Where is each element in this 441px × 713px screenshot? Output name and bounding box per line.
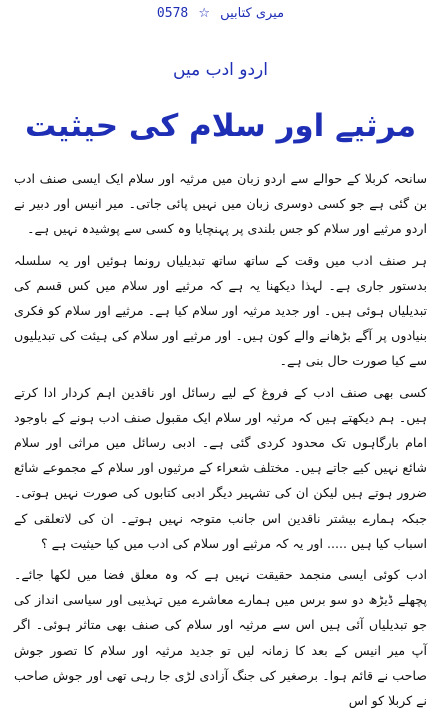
paragraph-3: کسی بھی صنف ادب کے فروغ کے لیے رسائل اور ناقدین اہم کردار ادا کرتے ہیں۔ ہم دیکھتے ہیں کہ مرثیہ اور سلام ایک مقبول صنف ادب ہونے کے باوجود امام بارگاہوں تک محدود کردی گئی ہے۔ ادبی رسائل میں مراثی اور سلام شائع نہیں کیے جاتے ہیں۔ مختلف شعراء کے مرثیوں اور سلام کے مجموعے شائع ضرور ہوتے ہیں لیکن ان کی تشہیر دیگر ادبی کتابوں کی صورت نہیں ہوتی۔ جبکہ ہمارے بیشتر ناقدین اس جانب متوجہ نہیں ہوتے۔ ان کی لاتعلقی کے اسباب کیا ہیں ..... اور یہ کہ مرثیے اور سلام کی ادب میں کیا حیثیت ہے ؟ [14, 384, 427, 551]
article-subtitle: اردو ادب میں [173, 60, 268, 80]
star-icon: ☆ [198, 6, 211, 21]
paragraph-4: ادب کوئی ایسی منجمد حقیقت نہیں ہے کہ وہ معلق فضا میں لکھا جائے۔ پچھلے ڈیڑھ دو سو برس میں ہمارے معاشرے میں تہذیبی اور سیاسی انداز کی جو تبدیلیاں آئی ہیں اس سے مرثیہ اور سلام کی صنف بھی متاثر ہوئی۔ اگر آپ میر انیس کے بعد کا زمانہ لیں تو جدید مرثیہ اور سلام کا تصور جوش صاحب نے قائم ہوا۔ برصغیر کی جنگ آزادی لڑی جا رہی تھی اور جوش صاحب نے کربلا کو اس [14, 567, 427, 709]
book-title: میری کتابیں [220, 6, 285, 21]
article-body [14, 162, 427, 709]
paragraph-2: ہر صنف ادب میں وقت کے ساتھ ساتھ تبدیلیاں رونما ہوئیں اور یہ سلسلہ بدستور جاری ہے۔ لہذا دیکھنا یہ ہے کہ مرثیے اور سلام میں کس قسم کی تبدیلیاں ہوئی ہیں۔ اور جدید مرثیہ اور سلام کیا ہے۔ مرثیے اور سلام کو فکری بنیادوں پر آگے بڑھانے والے کون ہیں۔ اور مرثیے اور سلام کی ہیئت کی تبدیلیوں سے کیا صورت حال بنی ہے۔ [14, 252, 427, 369]
page-number: 0578 [156, 6, 189, 21]
paragraph-1: سانحہ کربلا کے حوالے سے اردو زبان میں مرثیہ اور سلام ایک ایسی صنف ادب بن گئی ہے جو کسی دوسری زبان میں نہیں پائی جاتی۔ میر انیس اور دبیر نے اردو مرثیے اور سلام کو جس بلندی پر پہنچایا وہ کسی سے پوشیدہ نہیں ہے۔ [14, 171, 427, 237]
article-title: مرثیے اور سلام کی حیثیت [24, 108, 417, 144]
page-header [0, 6, 441, 28]
